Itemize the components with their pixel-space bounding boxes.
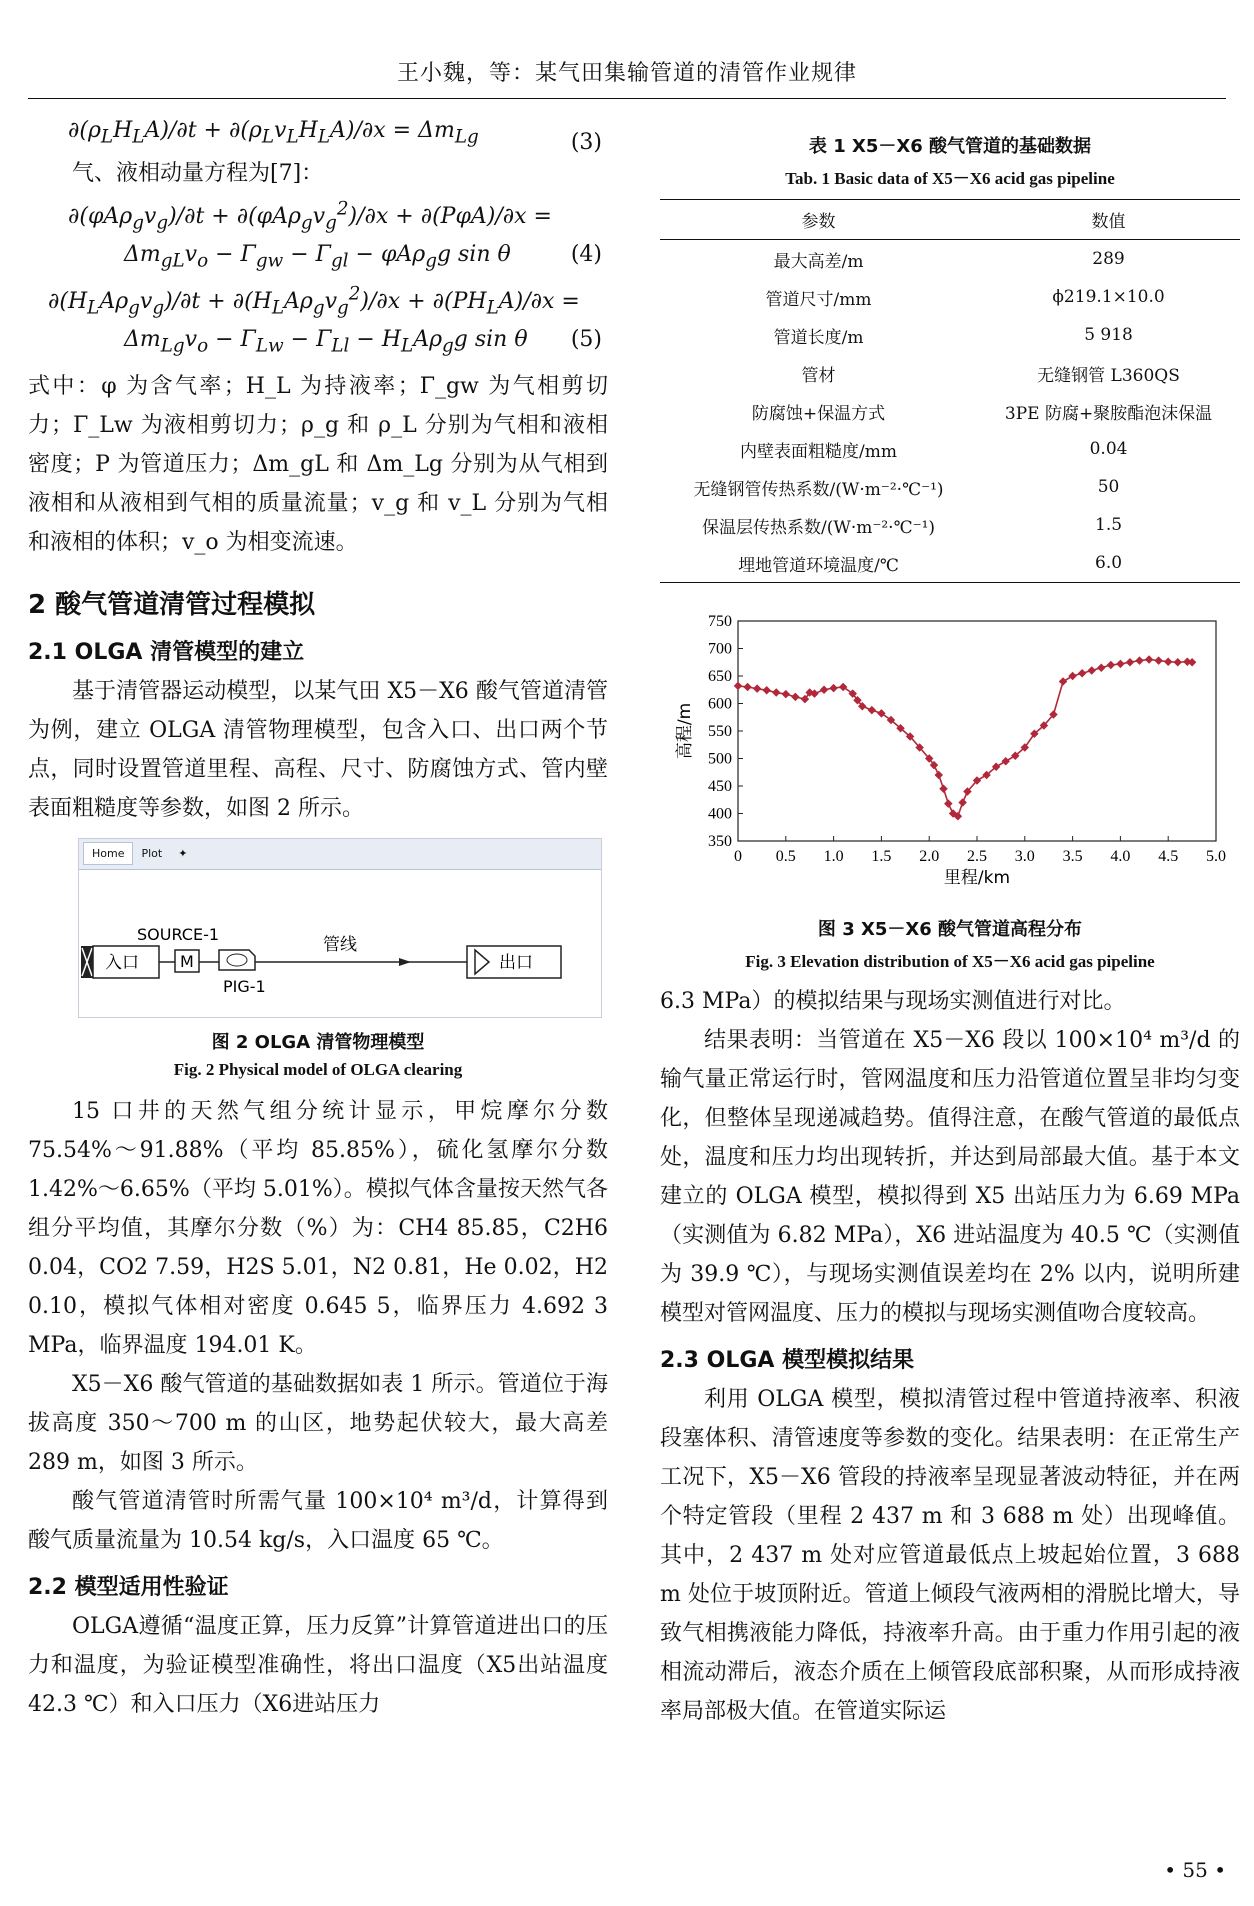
table-cell: 无缝钢管传热系数/(W·m⁻²·℃⁻¹) — [693, 479, 944, 500]
table-row — [660, 240, 1240, 279]
equation-5-number: (5) — [570, 327, 602, 353]
header-rule — [28, 98, 1226, 99]
data-point — [1126, 658, 1134, 666]
data-point — [1154, 656, 1162, 664]
data-point — [935, 771, 943, 779]
section-2-3-heading: 2.3 OLGA 模型模拟结果 — [660, 1348, 915, 1373]
chart-axes — [738, 621, 1216, 841]
source-label: SOURCE-1 — [137, 924, 220, 944]
pig-label: PIG-1 — [223, 976, 266, 996]
section-2-2-heading: 2.2 模型适用性验证 — [28, 1574, 229, 1600]
equation-4-rhs: $\Delta m_{gL}v_o - \Gamma_{gw} - \Gamma_{gl} - \varphi A\rho_gg$ sin θ (4) — [124, 242, 602, 272]
symbol-definitions: 式中：φ 为含气率；H_L 为持液率；Γ_gw 为气相剪切力；Γ_Lw 为液相剪切力；ρ_g 和 ρ_L 分别为气相和液相密度；P 为管道压力；Δm_gL 和 Δm_Lg 分别为从气相到液相和从液相到气相的质量流量；v_g 和 v_L 分别为气相和液相的体积；v_o 为相变流速。 — [28, 373, 608, 555]
paragraph-continuation: 6.3 MPa）的模拟结果与现场实测值进行对比。 — [660, 989, 1126, 1014]
equation-5-rhs: $\Delta m_{Lg}v_o - \Gamma_{Lw} - \Gamma_{Ll} - H_LA\rho_gg$ sin θ (5) — [124, 327, 602, 357]
x-tick-label: 4.5 — [1158, 848, 1179, 865]
x-tick-label: 2.5 — [967, 848, 987, 865]
table-cell: 6.0 — [977, 544, 1240, 583]
table-1-title-en: Tab. 1 Basic data of X5－X6 acid gas pipeline — [785, 169, 1115, 188]
data-point — [1116, 660, 1124, 668]
y-axis-label: 高程/m — [675, 702, 695, 760]
pipeline-label: 管线 — [323, 934, 357, 955]
x-tick-label: 1.0 — [823, 848, 844, 865]
outlet-label: 出口 — [499, 952, 533, 973]
table-cell: 50 — [1097, 477, 1120, 497]
table-1 — [660, 199, 1240, 583]
elevation-chart — [660, 601, 1240, 901]
figure-2-caption-cn: 图 2 OLGA 清管物理模型 — [211, 1031, 425, 1053]
equation-5: $\partial(H_LA\rho_gv_g)/\partial t + \partial(H_LA\rho_gv_g^2)/\partial x + \partial(PH_LA)/\partial x$ = — [48, 283, 580, 319]
data-point — [772, 688, 780, 696]
table-cell: 管道长度/m — [773, 327, 864, 348]
data-point — [1164, 657, 1172, 665]
table-cell: 无缝钢管 L360QS — [1037, 365, 1180, 386]
data-point — [1068, 672, 1076, 680]
page-number: • 55 • — [1164, 1858, 1226, 1882]
y-tick-label: 350 — [708, 833, 732, 850]
table-row — [660, 354, 1240, 392]
x-tick-label: 2.0 — [919, 848, 940, 865]
data-point — [939, 785, 947, 793]
data-point — [1107, 661, 1115, 669]
data-point — [868, 706, 876, 714]
table-cell: 289 — [1092, 249, 1125, 269]
pin-icon[interactable]: ✦ — [178, 847, 188, 861]
equation-3: $\partial(\rho_LH_LA)/\partial t + \partial(\rho_Lv_LH_LA)/\partial x = \Delta m_{Lg}$ (3) — [28, 116, 608, 150]
paragraph-verification: OLGA遵循“温度正算，压力反算”计算管道进出口的压力和温度，为验证模型准确性，将出口温度（X5出站温度 42.3 ℃）和入口压力（X6进站压力 — [28, 1613, 608, 1717]
y-tick-label: 750 — [708, 613, 732, 630]
section-2-heading: 2 酸气管道清管过程模拟 — [28, 589, 316, 620]
table-cell: 3PE 防腐+聚胺酯泡沫保温 — [1004, 403, 1213, 424]
inlet-label: 入口 — [105, 952, 139, 973]
table-row — [660, 468, 1240, 506]
x-axis-label: 里程/km — [943, 868, 1011, 888]
table-cell: 1.5 — [1095, 515, 1123, 535]
table-row — [660, 316, 1240, 354]
figure-2 — [78, 838, 602, 1018]
data-point — [1145, 655, 1153, 663]
olga-model-diagram — [79, 870, 601, 1018]
equation-4-number: (4) — [570, 242, 602, 268]
figure-3-caption-cn: 图 3 X5－X6 酸气管道高程分布 — [817, 919, 1083, 940]
paragraph-gas-flow: 酸气管道清管时所需气量 100×10⁴ m³/d，计算得到酸气质量流量为 10.54 kg/s，入口温度 65 ℃。 — [28, 1488, 608, 1553]
x-tick-label: 3.5 — [1062, 848, 1083, 865]
section-2-1-heading: 2.1 OLGA 清管模型的建立 — [28, 639, 305, 665]
chart-tick-labels — [708, 613, 1226, 865]
paragraph-results: 结果表明：当管道在 X5－X6 段以 100×10⁴ m³/d 的输气量正常运行时，管网温度和压力沿管道位置呈非均匀变化，但整体呈现递减趋势。值得注意，在酸气管道的最低点处，温度和压力均出现转折，并达到局部最大值。基于本文建立的 OLGA 模型，模拟得到 X5 出站压力为 6.69 MPa（实测值为 6.82 MPa），X6 进站温度为 40.5 ℃（实测值为 39.9 ℃），与现场实测值误差均在 2% 以内，说明所建模型对管网温度、压力的模拟与现场实测值吻合度较高。 — [660, 1028, 1240, 1326]
table-cell: 最大高差/m — [773, 251, 864, 272]
y-tick-label: 450 — [708, 778, 732, 795]
table-row — [660, 506, 1240, 544]
y-tick-label: 700 — [708, 640, 732, 658]
x-tick-label: 0.5 — [775, 848, 796, 865]
olga-toolbar — [79, 839, 601, 870]
y-tick-label: 400 — [708, 805, 732, 823]
data-point — [791, 693, 799, 701]
data-point — [762, 686, 770, 694]
figure-3-caption-en: Fig. 3 Elevation distribution of X5－X6 acid gas pipeline — [745, 952, 1155, 971]
right-column — [660, 112, 1240, 1731]
equation-4: $\partial(\varphi A\rho_gv_g)/\partial t + \partial(\varphi A\rho_gv_g^2)/\partial x + \partial(P\varphi A)/\partial x$ = — [68, 199, 552, 234]
table-cell: 内壁表面粗糙度/mm — [740, 441, 898, 462]
plot-frame — [738, 621, 1216, 841]
data-point — [743, 683, 751, 691]
data-point — [944, 799, 952, 807]
table-row — [660, 544, 1240, 583]
flow-arrow-icon — [399, 958, 411, 966]
x-tick-label: 4.0 — [1110, 848, 1131, 865]
data-point — [782, 690, 790, 698]
data-point — [1001, 757, 1009, 765]
y-tick-label: 650 — [708, 668, 732, 685]
source-m-label: M — [180, 951, 194, 971]
data-point — [1087, 666, 1095, 674]
figure-2-caption-en: Fig. 2 Physical model of OLGA clearing — [173, 1059, 463, 1079]
table-header-param: 参数 — [660, 200, 977, 240]
table-row — [660, 430, 1240, 468]
data-point — [958, 798, 966, 806]
table-header-value: 数值 — [977, 200, 1240, 240]
paragraph-basic-data: X5－X6 酸气管道的基础数据如表 1 所示。管道位于海拔高度 350～700 m 的山区，地势起伏较大，最大高差 289 m，如图 3 所示。 — [28, 1371, 608, 1475]
table-cell: 埋地管道环境温度/℃ — [660, 544, 977, 583]
y-tick-label: 600 — [708, 695, 732, 713]
table-row — [660, 392, 1240, 430]
table-cell: 保温层传热系数/(W·m⁻²·℃⁻¹) — [702, 517, 936, 538]
table-cell: 防腐蚀+保温方式 — [751, 403, 886, 424]
equation-3-number: (3) — [570, 130, 602, 155]
table-row — [660, 278, 1240, 316]
data-point — [753, 684, 761, 692]
data-point — [1059, 677, 1067, 685]
table-header-row — [660, 200, 1240, 240]
table-cell: 5 918 — [1084, 325, 1133, 345]
pig-body-icon — [227, 954, 247, 966]
table-1-title-cn: 表 1 X5－X6 酸气管道的基础数据 — [808, 136, 1092, 157]
tab-plot[interactable]: Plot — [141, 847, 163, 861]
y-tick-label: 500 — [708, 750, 732, 768]
data-point — [1097, 664, 1105, 672]
paragraph-model: 基于清管器运动模型，以某气田 X5－X6 酸气管道清管为例，建立 OLGA 清管物理模型，包含入口、出口两个节点，同时设置管道里程、高程、尺寸、防腐蚀方式、管内壁表面粗糙度等参数，如图 2 所示。 — [28, 678, 608, 821]
x-tick-label: 0 — [734, 848, 742, 865]
table-cell: 管道尺寸/mm — [765, 289, 872, 310]
y-tick-label: 550 — [708, 723, 732, 740]
paragraph-simulation: 利用 OLGA 模型，模拟清管过程中管道持液率、积液段塞体积、清管速度等参数的变化。结果表明：在正常生产工况下，X5－X6 管段的持液率呈现显著波动特征，并在两个特定管段（里程 2 437 m 和 3 688 m 处）出现峰值。其中，2 437 m 处对应管道最低点上坡起始位置，3 688 m 处位于坡顶附近。管道上倾段气液两相的滑脱比增大，导致气相携液能力降低，持液率升高。由于重力作用引起的液相流动滞后，液态介质在上倾管段底部积聚，从而形成持液率局部极大值。在管道实际运 — [660, 1387, 1240, 1724]
x-tick-label: 5.0 — [1206, 848, 1226, 865]
data-point — [820, 686, 828, 694]
data-point — [1174, 658, 1182, 666]
tab-home[interactable]: Home — [83, 842, 133, 865]
table-cell: ϕ219.1×10.0 — [1052, 287, 1165, 307]
table-cell: 管材 — [801, 365, 836, 386]
x-tick-label: 1.5 — [871, 848, 892, 865]
data-point — [829, 684, 837, 692]
momentum-intro: 气、液相动量方程为[7]： — [72, 161, 324, 187]
left-column — [28, 112, 608, 1724]
data-point — [1135, 656, 1143, 664]
x-tick-label: 3.0 — [1014, 848, 1035, 865]
table-cell: 0.04 — [1089, 439, 1128, 459]
data-point — [1078, 669, 1086, 677]
running-header: 王小魏，等：某气田集输管道的清管作业规律 — [396, 61, 857, 86]
paragraph-gas-composition: 15 口井的天然气组分统计显示，甲烷摩尔分数 75.54%～91.88%（平均 85.85%），硫化氢摩尔分数 1.42%～6.65%（平均 5.01%）。模拟气体含量按天然气各组分平均值，其摩尔分数（%）为：CH4 85.85，C2H6 0.04，CO2 7.59，H2S 5.01，N2 0.81，He 0.02，H2 0.10，模拟气体相对密度 0.645 5，临界压力 4.692 3 MPa，临界温度 194.01 K。 — [28, 1098, 608, 1358]
data-point — [734, 682, 742, 690]
